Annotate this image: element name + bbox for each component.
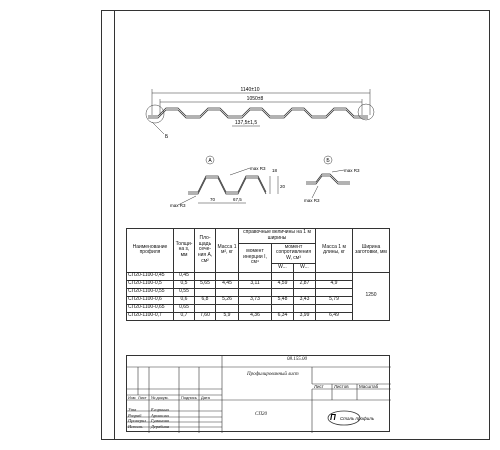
table-cell-s: 0,7 [174, 312, 195, 320]
detail-b-r1: max R3 [344, 168, 360, 173]
role-name: Архипова [151, 412, 169, 418]
table-cell-w2: 3,43 [293, 296, 315, 304]
dim-effective: 1050±8 [246, 96, 264, 102]
view-a-label: А [208, 158, 212, 164]
table-cell-name: СП20-1100-0,6 [127, 296, 174, 304]
table-row [127, 296, 390, 304]
table-row [127, 280, 390, 288]
detail-a-d70: 70 [210, 197, 216, 202]
table-cell-i: 3,73 [239, 296, 272, 304]
table-cell-m [216, 304, 239, 312]
role-name: Гуманова [151, 418, 170, 423]
role-label: Проверил [128, 418, 147, 423]
detail-a-h20: 20 [280, 184, 286, 189]
detail-a-d18: 18 [272, 168, 278, 173]
table-cell-m: 5,9 [216, 312, 239, 320]
table-cell-i: 4,36 [239, 312, 272, 320]
table-cell-w1 [272, 288, 294, 296]
table-cell-a [195, 288, 216, 296]
title-col-header: Дата [201, 395, 210, 400]
detail-b-r2: max R3 [304, 198, 320, 203]
table-cell-s: 0,65 [174, 304, 195, 312]
sheet-label: Масштаб [359, 384, 379, 389]
table-cell-s: 0,5 [174, 280, 195, 288]
role-label: Исполн. [128, 423, 143, 429]
table-cell-m: 5,26 [216, 296, 239, 304]
table-cell-ml: 6,49 [316, 312, 353, 320]
table-cell-w1 [272, 304, 294, 312]
table-cell-w1: 5,48 [272, 296, 294, 304]
doc-code: СП20 [255, 412, 267, 417]
table-cell-w2 [293, 288, 315, 296]
table-cell-w2 [293, 272, 315, 280]
table-cell-ml: 4,9 [316, 280, 353, 288]
col-width: Ширина заготовки, мм [353, 229, 390, 273]
col-inertia: момент инерции I, см⁴ [239, 243, 272, 272]
table-cell-ml [316, 288, 353, 296]
table-cell-w2 [293, 304, 315, 312]
col-moment: момент сопротивления W, см³ [272, 243, 316, 263]
table-cell-s: 0,6 [174, 296, 195, 304]
table-cell-w2: 3,99 [293, 312, 315, 320]
detail-a-r1: max R3 [250, 166, 266, 171]
role-name: Дерябина [151, 423, 170, 429]
table-cell-a: 5,65 [195, 280, 216, 288]
dim-overall: 1140±10 [240, 87, 260, 93]
table-cell-ml [316, 304, 353, 312]
table-row [127, 288, 390, 296]
col-ref-group: справочные величины на 1 м ширины [239, 229, 316, 244]
col-w2: W... [293, 263, 315, 272]
view-b-label: Б [326, 158, 330, 164]
table-cell-w1: 4,59 [272, 280, 294, 288]
table-row [127, 272, 390, 280]
col-mass-len: Масса 1 м длины, кг [316, 229, 353, 273]
table-cell-i [239, 288, 272, 296]
table-cell-m [216, 288, 239, 296]
table-cell-w2: 2,87 [293, 280, 315, 288]
svg-text:П: П [330, 413, 336, 422]
table-cell-m: 4,45 [216, 280, 239, 288]
table-cell-w1: 6,34 [272, 312, 294, 320]
table-cell-name: СП20-1100-0,45 [127, 272, 174, 280]
table-cell-name: СП20-1100-0,65 [127, 304, 174, 312]
col-w1: W... [272, 263, 294, 272]
detail-a-r2: max R3 [170, 203, 186, 208]
role-label: Разраб [128, 412, 142, 418]
table-cell-a [195, 272, 216, 280]
company-logo [322, 406, 382, 430]
doc-number: 08.155.00 [287, 357, 307, 362]
title-col-header: Подпись [181, 395, 197, 400]
table-cell-name: СП20-1100-0,5 [127, 280, 174, 288]
sheet-label: Листов [334, 384, 349, 389]
table-cell-ml: 5,79 [316, 296, 353, 304]
table-cell-name: СП20-1100-0,55 [127, 288, 174, 296]
logo-icon [322, 406, 382, 428]
table-row [127, 304, 390, 312]
table-cell-s: 0,55 [174, 288, 195, 296]
title-col-header: Лист [138, 395, 147, 400]
table-cell-ml [316, 272, 353, 280]
doc-title: Профилированный лист [247, 372, 299, 377]
table-cell-i [239, 272, 272, 280]
title-col-header: Изм [128, 395, 136, 400]
table-cell-a: 6,8 [195, 296, 216, 304]
table-cell-i [239, 304, 272, 312]
dim-pitch: 137,5±1,5 [234, 120, 258, 126]
title-col-header: № докум. [151, 395, 169, 400]
spec-table [126, 228, 390, 321]
table-cell-s: 0,45 [174, 272, 195, 280]
col-name: Наименование профиля [127, 229, 174, 273]
table-cell-m [216, 272, 239, 280]
table-cell-name: СП20-1100-0,7 [127, 312, 174, 320]
table-cell-width: 1250 [353, 272, 390, 320]
table-cell-a: 7,60 [195, 312, 216, 320]
logo-text: Сталь профиль [340, 416, 375, 421]
table-cell-i: 3,11 [239, 280, 272, 288]
col-thickness: Толщи-на s, мм [174, 229, 195, 273]
label-b-callout: Б [165, 134, 169, 140]
table-cell-a [195, 304, 216, 312]
col-area: Пло-щадь сече-ния А, см² [195, 229, 216, 273]
table-cell-w1 [272, 272, 294, 280]
role-label: Утв [128, 407, 137, 412]
title-block [126, 355, 390, 432]
detail-a-d675: 67,5 [233, 197, 242, 202]
col-mass-m2: Масса 1 м², кг [216, 229, 239, 273]
table-row [127, 312, 390, 320]
role-name: Егоркина [151, 407, 169, 412]
sheet-label: Лист [314, 384, 324, 389]
